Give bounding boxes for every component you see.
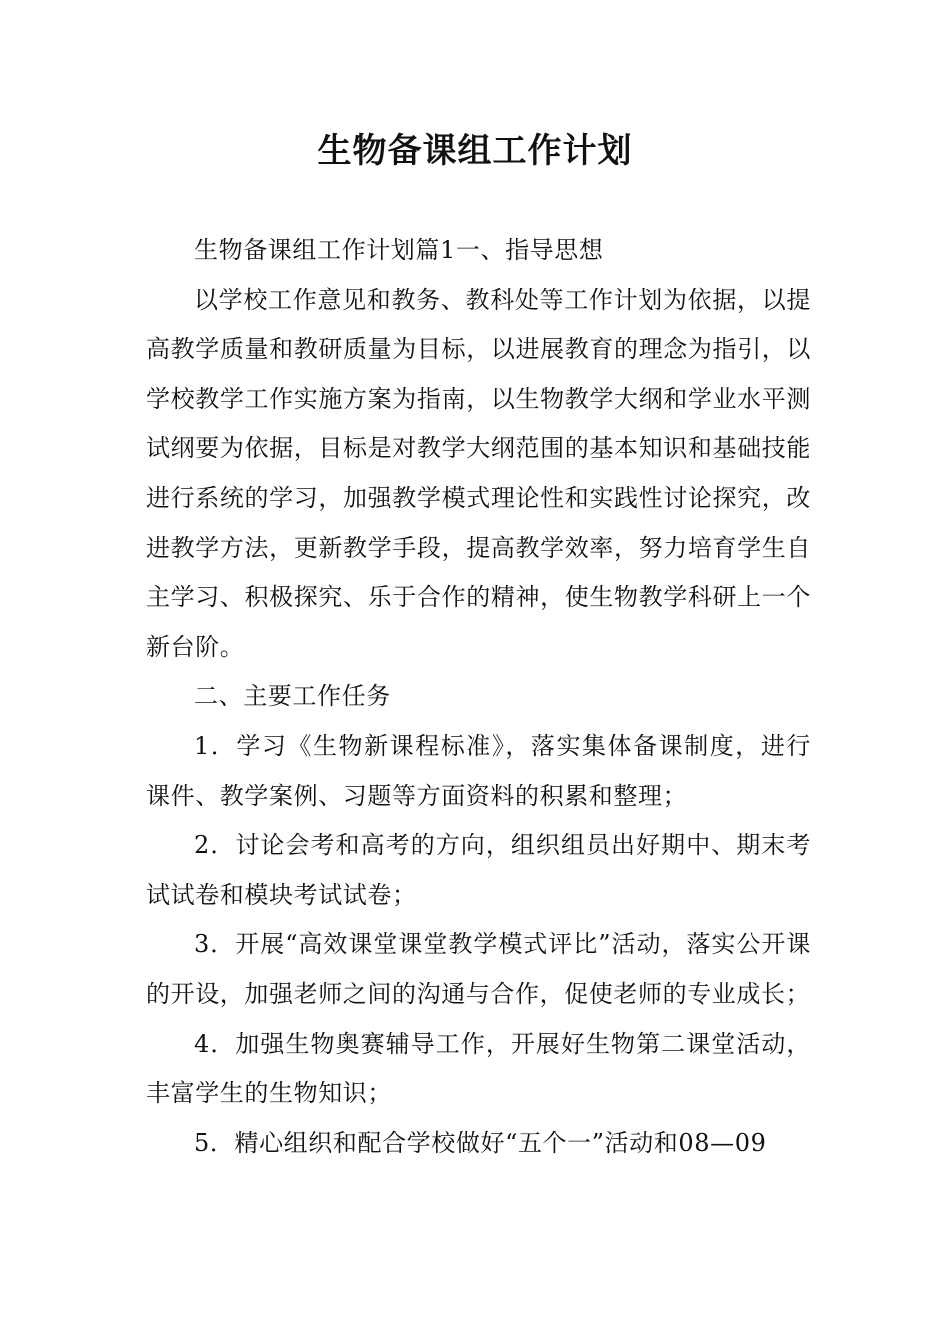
document-body bbox=[146, 226, 811, 1168]
paragraph-task-3: 3．开展“高效课堂课堂教学模式评比”活动，落实公开课的开设，加强老师之间的沟通与合作，促使老师的专业成长； bbox=[146, 930, 811, 1008]
paragraph-section-heading-2: 二、主要工作任务 bbox=[194, 682, 391, 711]
document-title: 生物备课组工作计划 bbox=[317, 131, 633, 171]
paragraph-task-1: 1．学习《生物新课程标准》，落实集体备课制度，进行课件、教学案例、习题等方面资料的积累和整理； bbox=[146, 731, 811, 810]
paragraph-task-4: 4．加强生物奥赛辅导工作，开展好生物第二课堂活动，丰富学生的生物知识； bbox=[146, 1029, 811, 1108]
paragraph-task-5: 5．精心组织和配合学校做好“五个一”活动和08—09 bbox=[194, 1128, 767, 1157]
paragraph-section-heading-1: 生物备课组工作计划篇1一、指导思想 bbox=[194, 236, 604, 264]
paragraph-guiding-ideology: 以学校工作意见和教务、教科处等工作计划为依据，以提高教学质量和教研质量为目标，以进展教育的理念为指引，以学校教学工作实施方案为指南，以生物教学大纲和学业水平测试纲要为依据，目标是对教学大纲范围的基本知识和基础技能进行系统的学习，加强教学模式理论性和实践性讨论探究，改进教学方法，更新教学手段，提高教学效率，努力培育学生自主学习、积极探究、乐于合作的精神，使生物教学科研上一个新台阶。 bbox=[146, 285, 811, 661]
paragraph-task-2: 2．讨论会考和高考的方向，组织组员出好期中、期末考试试卷和模块考试试卷； bbox=[146, 831, 811, 909]
